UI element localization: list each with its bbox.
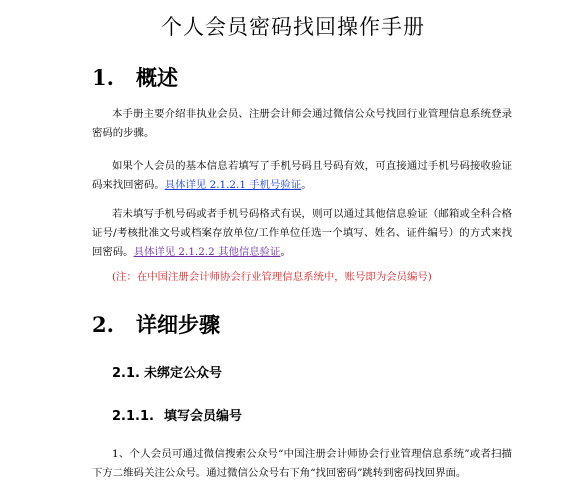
phone-verification-link[interactable]: 具体详见 2.1.2.1 手机号验证 [164, 179, 302, 191]
steps-paragraph-follow [92, 445, 512, 483]
subsection-title: 未绑定公众号 [143, 366, 222, 381]
overview-paragraph-intro [92, 105, 512, 143]
overview-paragraph-phone [92, 157, 512, 195]
account-note: (注：在中国注册会计师协会行业管理信息系统中，账号即为会员编号) [112, 271, 432, 283]
section-number: 2. [92, 312, 114, 337]
paragraph-end: 。 [280, 246, 291, 258]
paragraph-end: 。 [301, 179, 312, 191]
section-heading-overview [92, 64, 178, 92]
section-title: 概述 [136, 65, 178, 90]
subsection-number: 2.1.1. [112, 409, 154, 424]
paragraph-text: 若未填写手机号码或者手机号码格式有误，则可以通过其他信息验证（邮箱或全科合格证号/考核批准文号或档案存放单位/工作单位任选一个填写、姓名、证件编号）的方式来找回密码。 [92, 208, 512, 258]
paragraph-text: 如果个人会员的基本信息若填写了手机号码且号码有效，可直接通过手机号码接收验证码来找回密码。 [92, 160, 512, 191]
paragraph-text: 1、个人会员可通过微信搜索公众号“中国注册会计师协会行业管理信息系统”或者扫描下方二维码关注公众号。通过微信公众号右下角“找回密码”跳转到密码找回界面。 [92, 448, 512, 479]
section-title: 详细步骤 [136, 312, 220, 337]
section-heading-steps [92, 311, 220, 339]
document-title: 个人会员密码找回操作手册 [161, 15, 425, 39]
subsection-title: 填写会员编号 [163, 409, 242, 424]
section-number: 1. [92, 65, 114, 90]
subsection-heading-unbound [112, 364, 222, 384]
subsection-heading-member-number [112, 407, 242, 427]
subsection-number: 2.1. [112, 366, 140, 381]
paragraph-text: 本手册主要介绍非执业会员、注册会计师会通过微信公众号找回行业管理信息系统登录密码的步骤。 [92, 108, 512, 139]
other-info-verification-link[interactable]: 具体详见 2.1.2.2 其他信息验证 [133, 246, 281, 258]
overview-paragraph-other [92, 205, 512, 262]
